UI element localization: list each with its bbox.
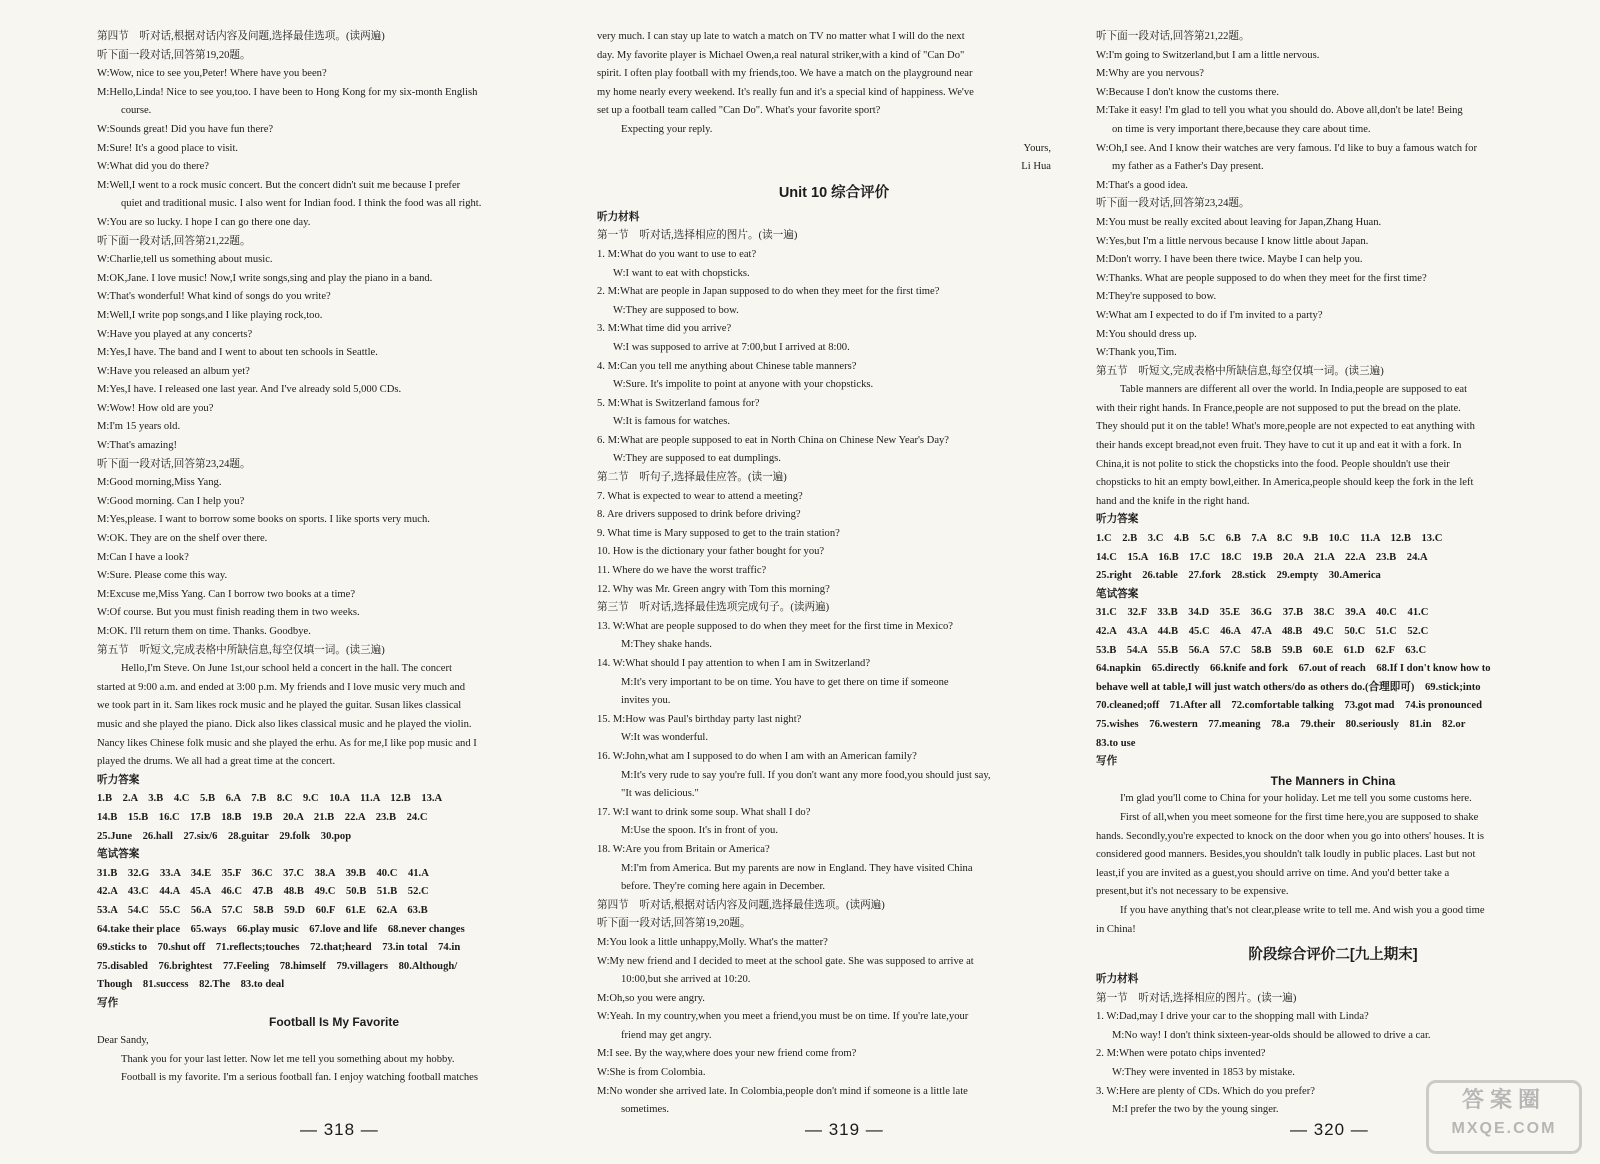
text-line: M:That's a good idea. (1096, 179, 1188, 191)
text-line: W:Thank you,Tim. (1096, 347, 1177, 359)
text-line: M:It's very important to be on time. You have to get there on time if someone (621, 676, 949, 688)
text-line: W:That's wonderful! What kind of songs do you write? (97, 291, 331, 303)
text-line: 听下面一段对话,回答第23,24题。 (97, 458, 251, 470)
text-line: 8. Are drivers supposed to drink before driving? (597, 509, 801, 521)
text-line: M:Hello,Linda! Nice to see you,too. I have been to Hong Kong for my six-month English (97, 86, 478, 98)
text-line: behave well at table,I will just watch others/do as others do.(合理即可) 69.stick;into (1096, 681, 1481, 693)
text-line: 64.napkin 65.directly 66.knife and fork 67.out of reach 68.If I don't know how to (1096, 663, 1491, 675)
text-line: spirit. I often play football with my friends,too. We have a match on the playground near (597, 68, 973, 80)
text-line: M:They shake hands. (621, 639, 712, 651)
text-line: before. They're coming here again in December. (621, 881, 826, 893)
text-line: M:Don't worry. I have been there twice. Maybe I can help you. (1096, 254, 1363, 266)
text-line: 11. Where do we have the worst traffic? (597, 565, 767, 577)
text-line: friend may get angry. (621, 1029, 712, 1041)
text-line: W:It was wonderful. (621, 732, 708, 744)
text-line: W:Sure. Please come this way. (97, 570, 228, 582)
text-line: 14. W:What should I pay attention to when I am in Switzerland? (597, 658, 871, 669)
text-line: W:Sure. It's impolite to point at anyone with your chopsticks. (613, 379, 874, 391)
text-line: W:I want to eat with chopsticks. (613, 267, 750, 279)
text-line: 31.B 32.G 33.A 34.E 35.F 36.C 37.C 38.A 39.B 40.C 41.A (97, 867, 429, 879)
text-line: 42.A 43.A 44.B 45.C 46.A 47.A 48.B 49.C 50.C 51.C 52.C (1096, 626, 1429, 637)
text-line: course. (121, 105, 152, 117)
text-line: M:You look a little unhappy,Molly. What's the matter? (597, 936, 828, 948)
text-line: 25.June 26.hall 27.six/6 28.guitar 29.folk 30.pop (97, 830, 352, 842)
text-line: 16. W:John,what am I supposed to do when I am with an American family? (597, 750, 917, 762)
text-line: W:I'm going to Switzerland,but I am a little nervous. (1096, 49, 1320, 61)
text-line: set up a football team called "Can Do". What's your favorite sport? (597, 105, 881, 117)
text-line: very much. I can stay up late to watch a match on TV no matter what I will do the next (597, 31, 965, 42)
text-line: Football Is My Favorite (268, 1015, 400, 1030)
text-line: 第四节 听对话,根据对话内容及问题,选择最佳选项。(读两遍) (97, 31, 385, 42)
text-line: 写作 (1096, 756, 1118, 768)
text-line: Football is my favorite. I'm a serious football fan. I enjoy watching football matches (121, 1072, 479, 1084)
text-line: music and she played the piano. Dick also likes classical music and he played the violin. (97, 718, 472, 730)
text-line: 75.wishes 76.western 77.meaning 78.a 79.their 80.seriously 81.in 82.or (1096, 718, 1466, 730)
text-line: sometimes. (621, 1104, 669, 1116)
text-line: W:What am I expected to do if I'm invited to a party? (1096, 309, 1323, 321)
text-line: least,if you are invited as a guest,you should arrive on time. And you'd better take a (1096, 867, 1450, 879)
text-line: Yours, (1023, 142, 1051, 154)
text-line: on time is very important there,because they care about time. (1112, 123, 1371, 135)
text-line: 听下面一段对话,回答第21,22题。 (97, 235, 251, 247)
text-line: Dear Sandy, (97, 1035, 149, 1047)
text-line: 25.right 26.table 27.fork 28.stick 29.empty 30.America (1096, 570, 1381, 582)
text-line: 6. M:What are people supposed to eat in North China on Chinese New Year's Day? (597, 434, 950, 446)
text-line: 13. W:What are people supposed to do when they meet for the first time in Mexico? (597, 620, 953, 632)
text-line: 69.sticks to 70.shut off 71.reflects;touches 72.that;heard 73.in total 74.in (97, 942, 461, 954)
text-line: 64.take their place 65.ways 66.play music 67.love and life 68.never changes (97, 923, 465, 935)
page-number-right: — 320 — (1290, 1120, 1369, 1139)
text-line: 15. M:How was Paul's birthday party last night? (597, 713, 802, 725)
text-line: 听力材料 (597, 211, 640, 223)
text-line: M:Take it easy! I'm glad to tell you what you should do. Above all,don't be late! Being (1096, 105, 1463, 117)
text-line: I'm glad you'll come to China for your holiday. Let me tell you some customs here. (1120, 793, 1472, 805)
text-line: Li Hua (1021, 161, 1051, 173)
text-line: 14.B 15.B 16.C 17.B 18.B 19.B 20.A 21.B 22.A 23.B 24.C (97, 811, 428, 823)
text-line: 1.B 2.A 3.B 4.C 5.B 6.A 7.B 8.C 9.C 10.A 11.A 12.B 13.A (97, 793, 443, 805)
text-line: 14.C 15.A 16.B 17.C 18.C 19.B 20.A 21.A 22.A 23.B 24.A (1096, 551, 1428, 563)
text-line: invites you. (621, 695, 671, 707)
text-line: W:Charlie,tell us something about music. (97, 254, 273, 266)
text-line: M:Sure! It's a good place to visit. (97, 142, 239, 154)
text-line: 第五节 听短文,完成表格中所缺信息,每空仅填一词。(读三遍) (1096, 365, 1384, 377)
text-line: M:Why are you nervous? (1096, 68, 1204, 80)
text-line: 阶段综合评价二[九上期末] (1248, 947, 1418, 964)
text-line: W:OK. They are on the shelf over there. (97, 533, 268, 545)
text-line: W:Thanks. What are people supposed to do when they meet for the first time? (1096, 272, 1427, 284)
text-line: 听下面一段对话,回答第19,20题。 (597, 918, 751, 930)
text-line: 1. M:What do you want to use to eat? (597, 248, 757, 260)
text-line: M:Can I have a look? (97, 551, 189, 563)
text-line: 笔试答案 (1096, 588, 1139, 600)
text-line: Nancy likes Chinese folk music and she played the erhu. As for me,I like pop music and I (97, 737, 477, 749)
text-line: M:No wonder she arrived late. In Colombia,people don't mind if someone is a little late (597, 1085, 968, 1097)
text-line: They should put it on the table! What's more,people are not expected to eat anything with (1096, 421, 1475, 433)
text-line: 听下面一段对话,回答第21,22题。 (1096, 31, 1250, 42)
text-line: W:Yes,but I'm a little nervous because I know little about Japan. (1096, 235, 1369, 247)
text-line: 12. Why was Mr. Green angry with Tom this morning? (597, 583, 830, 595)
text-line: China,it is not polite to stick the chopsticks into the food. People shouldn't use their (1096, 458, 1450, 470)
text-line: W:It is famous for watches. (613, 416, 730, 428)
text-line: W:Yeah. In my country,when you meet a friend,you must be on time. If you're late,your (597, 1011, 969, 1023)
text-line: played the drums. We all had a great time at the concert. (97, 756, 336, 768)
text-line: M:Well,I went to a rock music concert. But the concert didn't suit me because I prefer (97, 179, 461, 191)
text-line: M:Well,I write pop songs,and I like playing rock,too. (97, 309, 323, 321)
text-line: 7. What is expected to wear to attend a meeting? (597, 490, 803, 502)
text-line: 笔试答案 (97, 849, 140, 861)
text-line: 第四节 听对话,根据对话内容及问题,选择最佳选项。(读两遍) (597, 899, 885, 911)
text-line: Table manners are different all over the world. In India,people are supposed to eat (1120, 384, 1468, 396)
right-column (1096, 28, 1570, 1120)
text-line: 第三节 听对话,选择最佳选项完成句子。(读两遍) (597, 602, 830, 614)
text-line: W:She is from Colombia. (597, 1067, 706, 1079)
text-line: present,but it's not necessary to be expensive. (1096, 886, 1289, 898)
text-line: 写作 (97, 997, 119, 1009)
text-line: M:I'm from America. But my parents are now in England. They have visited China (621, 862, 973, 874)
page-number-left: — 318 — (300, 1120, 379, 1139)
text-line: M:Excuse me,Miss Yang. Can I borrow two books at a time? (97, 588, 356, 600)
text-line: W:Good morning. Can I help you? (97, 495, 245, 507)
text-line: M:Use the spoon. It's in front of you. (621, 825, 778, 837)
watermark-bottom-text: MXQE.COM (1451, 1120, 1557, 1137)
text-line: W:My new friend and I decided to meet at the school gate. She was supposed to arrive at (597, 955, 974, 967)
left-column (97, 28, 571, 1088)
text-line: W:They are supposed to eat dumplings. (613, 453, 781, 465)
text-line: 9. What time is Mary supposed to get to the train station? (597, 527, 840, 539)
text-line: The Manners in China (1270, 773, 1396, 788)
text-line: 第一节 听对话,选择相应的图片。(读一遍) (1096, 992, 1297, 1004)
text-line: 17. W:I want to drink some soup. What shall I do? (597, 806, 811, 818)
text-line: 75.disabled 76.brightest 77.Feeling 78.himself 79.villagers 80.Although/ (97, 960, 458, 972)
text-line: W:Have you played at any concerts? (97, 328, 253, 340)
page-number-middle: — 319 — (805, 1120, 884, 1139)
text-line: W:I was supposed to arrive at 7:00,but I arrived at 8:00. (613, 341, 850, 353)
text-line: Expecting your reply. (621, 123, 713, 135)
text-line: my home nearly every weekend. It's really fun and it's a special kind of happiness. We've (597, 86, 974, 98)
text-line: 70.cleaned;off 71.After all 72.comfortable talking 73.got mad 74.is pronounced (1096, 700, 1482, 712)
watermark-top-text: 答案圈 (1461, 1087, 1546, 1112)
text-line: M:Oh,so you were angry. (597, 992, 705, 1004)
text-line: 1.C 2.B 3.C 4.B 5.C 6.B 7.A 8.C 9.B 10.C 11.A 12.B 13.C (1096, 533, 1443, 545)
text-line: M:OK. I'll return them on time. Thanks. Goodbye. (97, 626, 311, 637)
text-line: M:No way! I don't think sixteen-year-olds should be allowed to drive a car. (1112, 1029, 1431, 1041)
text-line: day. My favorite player is Michael Owen,a real natural striker,with a kind of "Can Do" (597, 49, 965, 61)
text-line: M:I prefer the two by the young singer. (1112, 1104, 1279, 1116)
text-line: 83.to use (1096, 737, 1136, 749)
text-line: M:You must be really excited about leaving for Japan,Zhang Huan. (1096, 216, 1382, 228)
text-line: W:You are so lucky. I hope I can go there one day. (97, 216, 311, 228)
text-line: 5. M:What is Switzerland famous for? (597, 397, 760, 409)
text-line: 听力答案 (97, 774, 140, 786)
text-line: Hello,I'm Steve. On June 1st,our school held a concert in the hall. The concert (121, 663, 452, 675)
text-line: 听力答案 (1096, 514, 1139, 526)
text-line: my father as a Father's Day present. (1112, 161, 1264, 173)
text-line: 3. W:Here are plenty of CDs. Which do you prefer? (1096, 1085, 1315, 1097)
text-line: W:Sounds great! Did you have fun there? (97, 123, 274, 135)
text-line: 2. M:When were potato chips invented? (1096, 1048, 1266, 1060)
text-line: hands. Secondly,you're expected to knock on the door when you go into others' houses. It is (1096, 830, 1484, 842)
text-line: W:What did you do there? (97, 161, 209, 173)
text-line: 1. W:Dad,may I drive your car to the shopping mall with Linda? (1096, 1011, 1369, 1023)
text-line: 4. M:Can you tell me anything about Chinese table manners? (597, 360, 857, 372)
text-line: 42.A 43.C 44.A 45.A 46.C 47.B 48.B 49.C 50.B 51.B 52.C (97, 886, 429, 898)
text-line: M:They're supposed to bow. (1096, 291, 1217, 303)
text-line: chopsticks to hit an empty bowl,either. In America,people should keep the fork in the left (1096, 477, 1474, 489)
text-line: started at 9:00 a.m. and ended at 3:00 p.m. My friends and I love music very much and (97, 681, 466, 693)
text-line: 53.B 54.A 55.B 56.A 57.C 58.B 59.B 60.E 61.D 62.F 63.C (1096, 644, 1427, 656)
text-line: 2. M:What are people in Japan supposed to do when they meet for the first time? (597, 286, 940, 298)
text-line: W:Wow, nice to see you,Peter! Where have you been? (97, 68, 327, 80)
text-line: M:Yes,I have. I released one last year. And I've already sold 5,000 CDs. (97, 384, 402, 396)
text-line: 第二节 听句子,选择最佳应答。(读一遍) (597, 472, 787, 484)
text-line: 听力材料 (1096, 974, 1139, 986)
text-line: W:Wow! How old are you? (97, 402, 214, 414)
text-line: 听下面一段对话,回答第19,20题。 (97, 49, 251, 61)
text-line: 第一节 听对话,选择相应的图片。(读一遍) (597, 230, 798, 242)
text-line: M:Good morning,Miss Yang. (97, 477, 222, 489)
text-line: 第五节 听短文,完成表格中所缺信息,每空仅填一词。(读三遍) (97, 644, 385, 656)
text-line: 53.A 54.C 55.C 56.A 57.C 58.B 59.D 60.F 61.E 62.A 63.B (97, 904, 428, 916)
text-line: M:I see. By the way,where does your new friend come from? (597, 1048, 857, 1060)
text-line: Thank you for your last letter. Now let me tell you something about my hobby. (121, 1053, 455, 1065)
text-line: M:You should dress up. (1096, 328, 1197, 340)
text-line: W:Because I don't know the customs there. (1096, 86, 1280, 98)
text-line: considered good manners. Besides,you shouldn't talk loudly in public places. Last but not (1096, 849, 1476, 861)
text-line: with their right hands. In France,people are not supposed to put the bread on the plate. (1096, 402, 1461, 414)
text-line: M:It's very rude to say you're full. If you don't want any more food,you should just say, (621, 769, 991, 781)
text-line: "It was delicious." (621, 788, 699, 800)
text-line: we took part in it. Sam likes rock music and he played the guitar. Susan likes classical (97, 700, 462, 712)
text-line: 10:00,but she arrived at 10:20. (621, 974, 751, 986)
text-line: W:They were invented in 1853 by mistake. (1112, 1067, 1295, 1079)
text-line: W:That's amazing! (97, 440, 178, 452)
text-line: W:Have you released an album yet? (97, 365, 250, 377)
text-line: W:Of course. But you must finish reading them in two weeks. (97, 607, 360, 619)
text-line: If you have anything that's not clear,please write to tell me. And wish you a good time (1120, 904, 1485, 916)
text-line: M:Yes,please. I want to borrow some books on sports. I like sports very much. (97, 514, 430, 526)
text-line: in China! (1096, 923, 1136, 935)
text-line: 听下面一段对话,回答第23,24题。 (1096, 198, 1250, 210)
text-line: First of all,when you meet someone for the first time here,you are supposed to shake (1120, 811, 1479, 823)
watermark-logo (1426, 1080, 1582, 1154)
text-line: their hands except bread,not even fruit. They have to cut it up and eat it with a fork. In (1096, 440, 1462, 452)
text-line: 10. How is the dictionary your father bought for you? (597, 546, 825, 558)
text-line: Though 81.success 82.The 83.to deal (97, 979, 285, 991)
text-line: M:OK,Jane. I love music! Now,I write songs,sing and play the piano in a band. (97, 272, 433, 284)
text-line: M:Yes,I have. The band and I went to about ten schools in Seattle. (97, 347, 378, 359)
text-line: W:They are supposed to bow. (613, 304, 739, 316)
text-line: hand and the knife in the right hand. (1096, 495, 1250, 507)
text-line: M:I'm 15 years old. (97, 421, 181, 433)
text-line: W:Oh,I see. And I know their watches are very famous. I'd like to buy a famous watch for (1096, 142, 1478, 154)
text-line: 3. M:What time did you arrive? (597, 323, 732, 335)
text-line: quiet and traditional music. I also went for Indian food. I think the food was all right. (121, 198, 482, 210)
text-line: 18. W:Are you from Britain or America? (597, 843, 770, 855)
text-line: Unit 10 综合评价 (778, 184, 890, 201)
text-line: 31.C 32.F 33.B 34.D 35.E 36.G 37.B 38.C 39.A 40.C 41.C (1096, 607, 1429, 619)
middle-column (597, 28, 1071, 1120)
